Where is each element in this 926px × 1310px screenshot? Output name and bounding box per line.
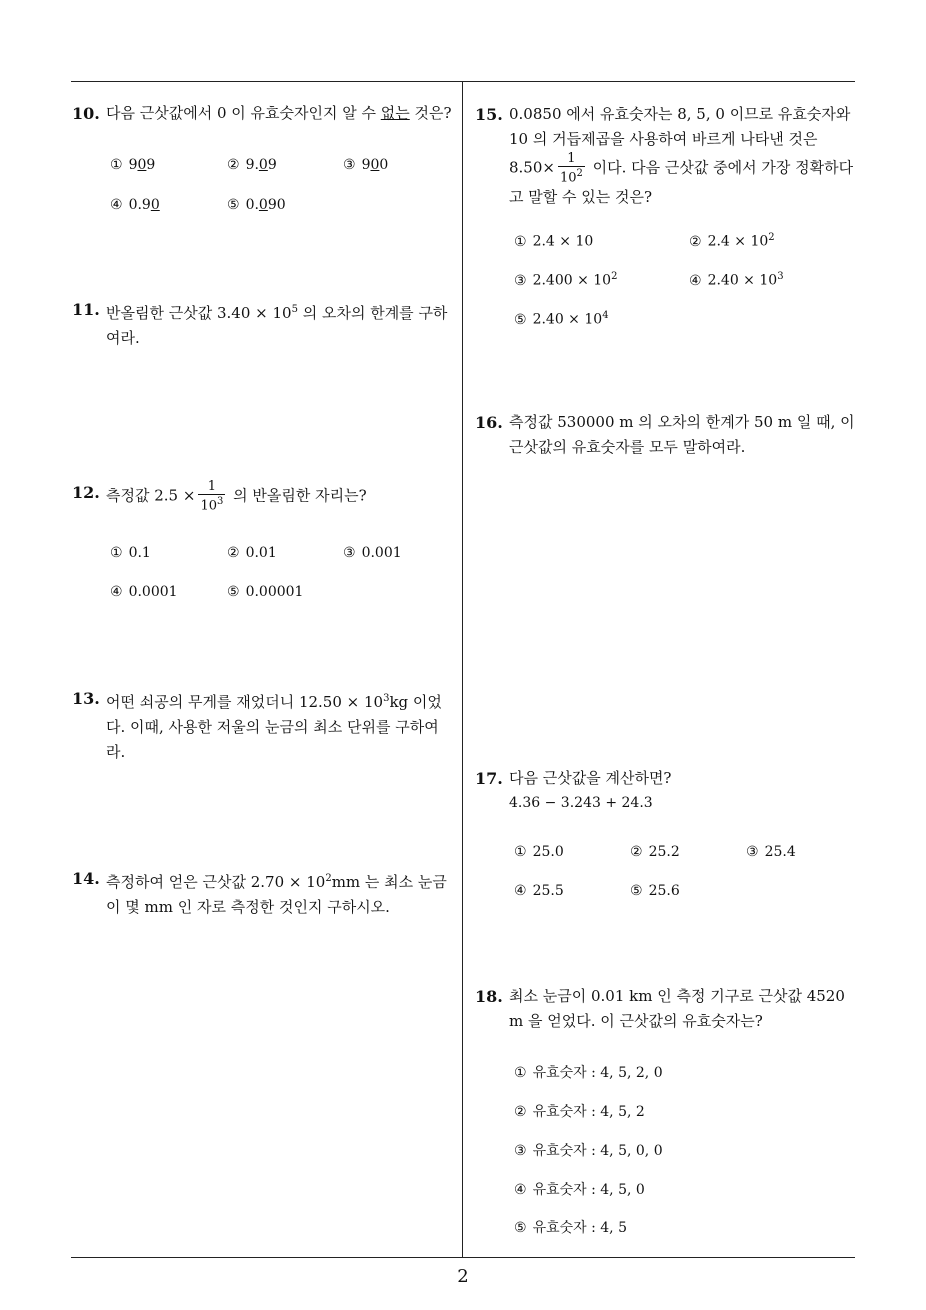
choice-2[interactable]: ② 9.09 — [227, 157, 277, 173]
question-number: 14. — [72, 869, 100, 888]
choice-1[interactable]: ① 2.4 × 10 — [514, 233, 594, 250]
question-text: 0.0850 에서 유효숫자는 8, 5, 0 이므로 유효숫자와 10 의 거듭제곱을 사용하여 바르게 나타낸 것은 8.50× $\frac{1}{10^2}$ 이다. 다음 근삿값 중에서 가장 정확하다고 말할 수 있는 것은? — [509, 105, 854, 207]
choice-2[interactable]: ② 유효숫자 : 4, 5, 2 — [514, 1104, 645, 1120]
question-text: 다음 근삿값을 계산하면? — [509, 769, 672, 787]
choice-2[interactable]: ② $2.4 \times 10^2$ — [689, 232, 775, 250]
top-divider — [71, 81, 855, 82]
question-17 — [475, 766, 859, 816]
question-14 — [72, 866, 456, 920]
choice-1[interactable]: ① 유효숫자 : 4, 5, 2, 0 — [514, 1065, 663, 1081]
choice-5[interactable]: ⑤ $2.40 \times 10^4$ — [514, 310, 609, 328]
question-text: 반올림한 근삿값 $3.40 \times 10^5$ 의 오차의 한계를 구하여라. — [106, 304, 448, 347]
choice-3[interactable]: ③ 유효숫자 : 4, 5, 0, 0 — [514, 1143, 663, 1159]
question-11 — [72, 297, 456, 351]
choice-4[interactable]: ④ 25.5 — [514, 883, 564, 899]
question-text: 최소 눈금이 0.01 km 인 측정 기구로 근삿값 4520 m 을 얻었다. 이 근삿값의 유효숫자는? — [509, 987, 845, 1030]
question-text: 다음 근삿값에서 0 이 유효숫자인지 알 수 없는 것은? — [106, 104, 452, 122]
question-number: 17. — [475, 769, 503, 788]
choice-5[interactable]: ⑤ 0.00001 — [227, 584, 304, 600]
choice-1[interactable]: ① 25.0 — [514, 844, 564, 860]
question-text: 측정값 2.5 × $\frac{1}{10^3}$ 의 반올림한 자리는? — [106, 479, 367, 514]
question-13 — [72, 686, 456, 765]
question-number: 10. — [72, 104, 100, 123]
choice-2[interactable]: ② 0.01 — [227, 545, 277, 561]
column-divider — [462, 81, 463, 1257]
expression: 4.36 − 3.243 + 24.3 — [509, 795, 653, 811]
choice-3[interactable]: ③ 0.001 — [343, 545, 402, 561]
page-number: 2 — [457, 1266, 469, 1287]
choice-3[interactable]: ③ 900 — [343, 157, 389, 173]
choice-4[interactable]: ④ 0.0001 — [110, 584, 178, 600]
choice-2[interactable]: ② 25.2 — [630, 844, 680, 860]
question-text: 어떤 쇠공의 무게를 재었더니 $12.50 \times 10^3kg$ 이었다. 이때, 사용한 저울의 눈금의 최소 단위를 구하여라. — [106, 693, 442, 761]
question-18 — [475, 984, 859, 1034]
choice-5[interactable]: ⑤ 유효숫자 : 4, 5 — [514, 1220, 627, 1236]
fraction: $\frac{1}{10^3}$ — [200, 479, 224, 514]
choice-1[interactable]: ① 909 — [110, 157, 156, 173]
choice-3[interactable]: ③ 25.4 — [746, 844, 796, 860]
question-16 — [475, 410, 859, 460]
choice-3[interactable]: ③ $2.400 \times 10^2$ — [514, 271, 618, 289]
choice-4[interactable]: ④ $2.40 \times 10^3$ — [689, 271, 784, 289]
choice-4[interactable]: ④ 0.90 — [110, 197, 160, 213]
question-10 — [72, 101, 456, 126]
question-number: 18. — [475, 987, 503, 1006]
bottom-divider — [71, 1257, 855, 1258]
question-number: 13. — [72, 689, 100, 708]
choice-4[interactable]: ④ 유효숫자 : 4, 5, 0 — [514, 1182, 645, 1198]
question-12 — [72, 479, 456, 514]
question-number: 12. — [72, 483, 100, 502]
question-text: 측정하여 얻은 근삿값 $2.70 \times 10^2mm$ 는 최소 눈금이 몇 mm 인 자로 측정한 것인지 구하시오. — [106, 873, 447, 916]
choice-1[interactable]: ① 0.1 — [110, 545, 151, 561]
fraction: $\frac{1}{10^2}$ — [559, 151, 583, 186]
question-number: 16. — [475, 413, 503, 432]
question-text: 측정값 530000 m 의 오차의 한계가 50 m 일 때, 이 근삿값의 유효숫자를 모두 말하여라. — [509, 413, 855, 456]
question-number: 11. — [72, 300, 100, 319]
question-15 — [475, 102, 859, 210]
choice-5[interactable]: ⑤ 25.6 — [630, 883, 680, 899]
choice-5[interactable]: ⑤ 0.090 — [227, 197, 286, 213]
question-number: 15. — [475, 105, 503, 124]
